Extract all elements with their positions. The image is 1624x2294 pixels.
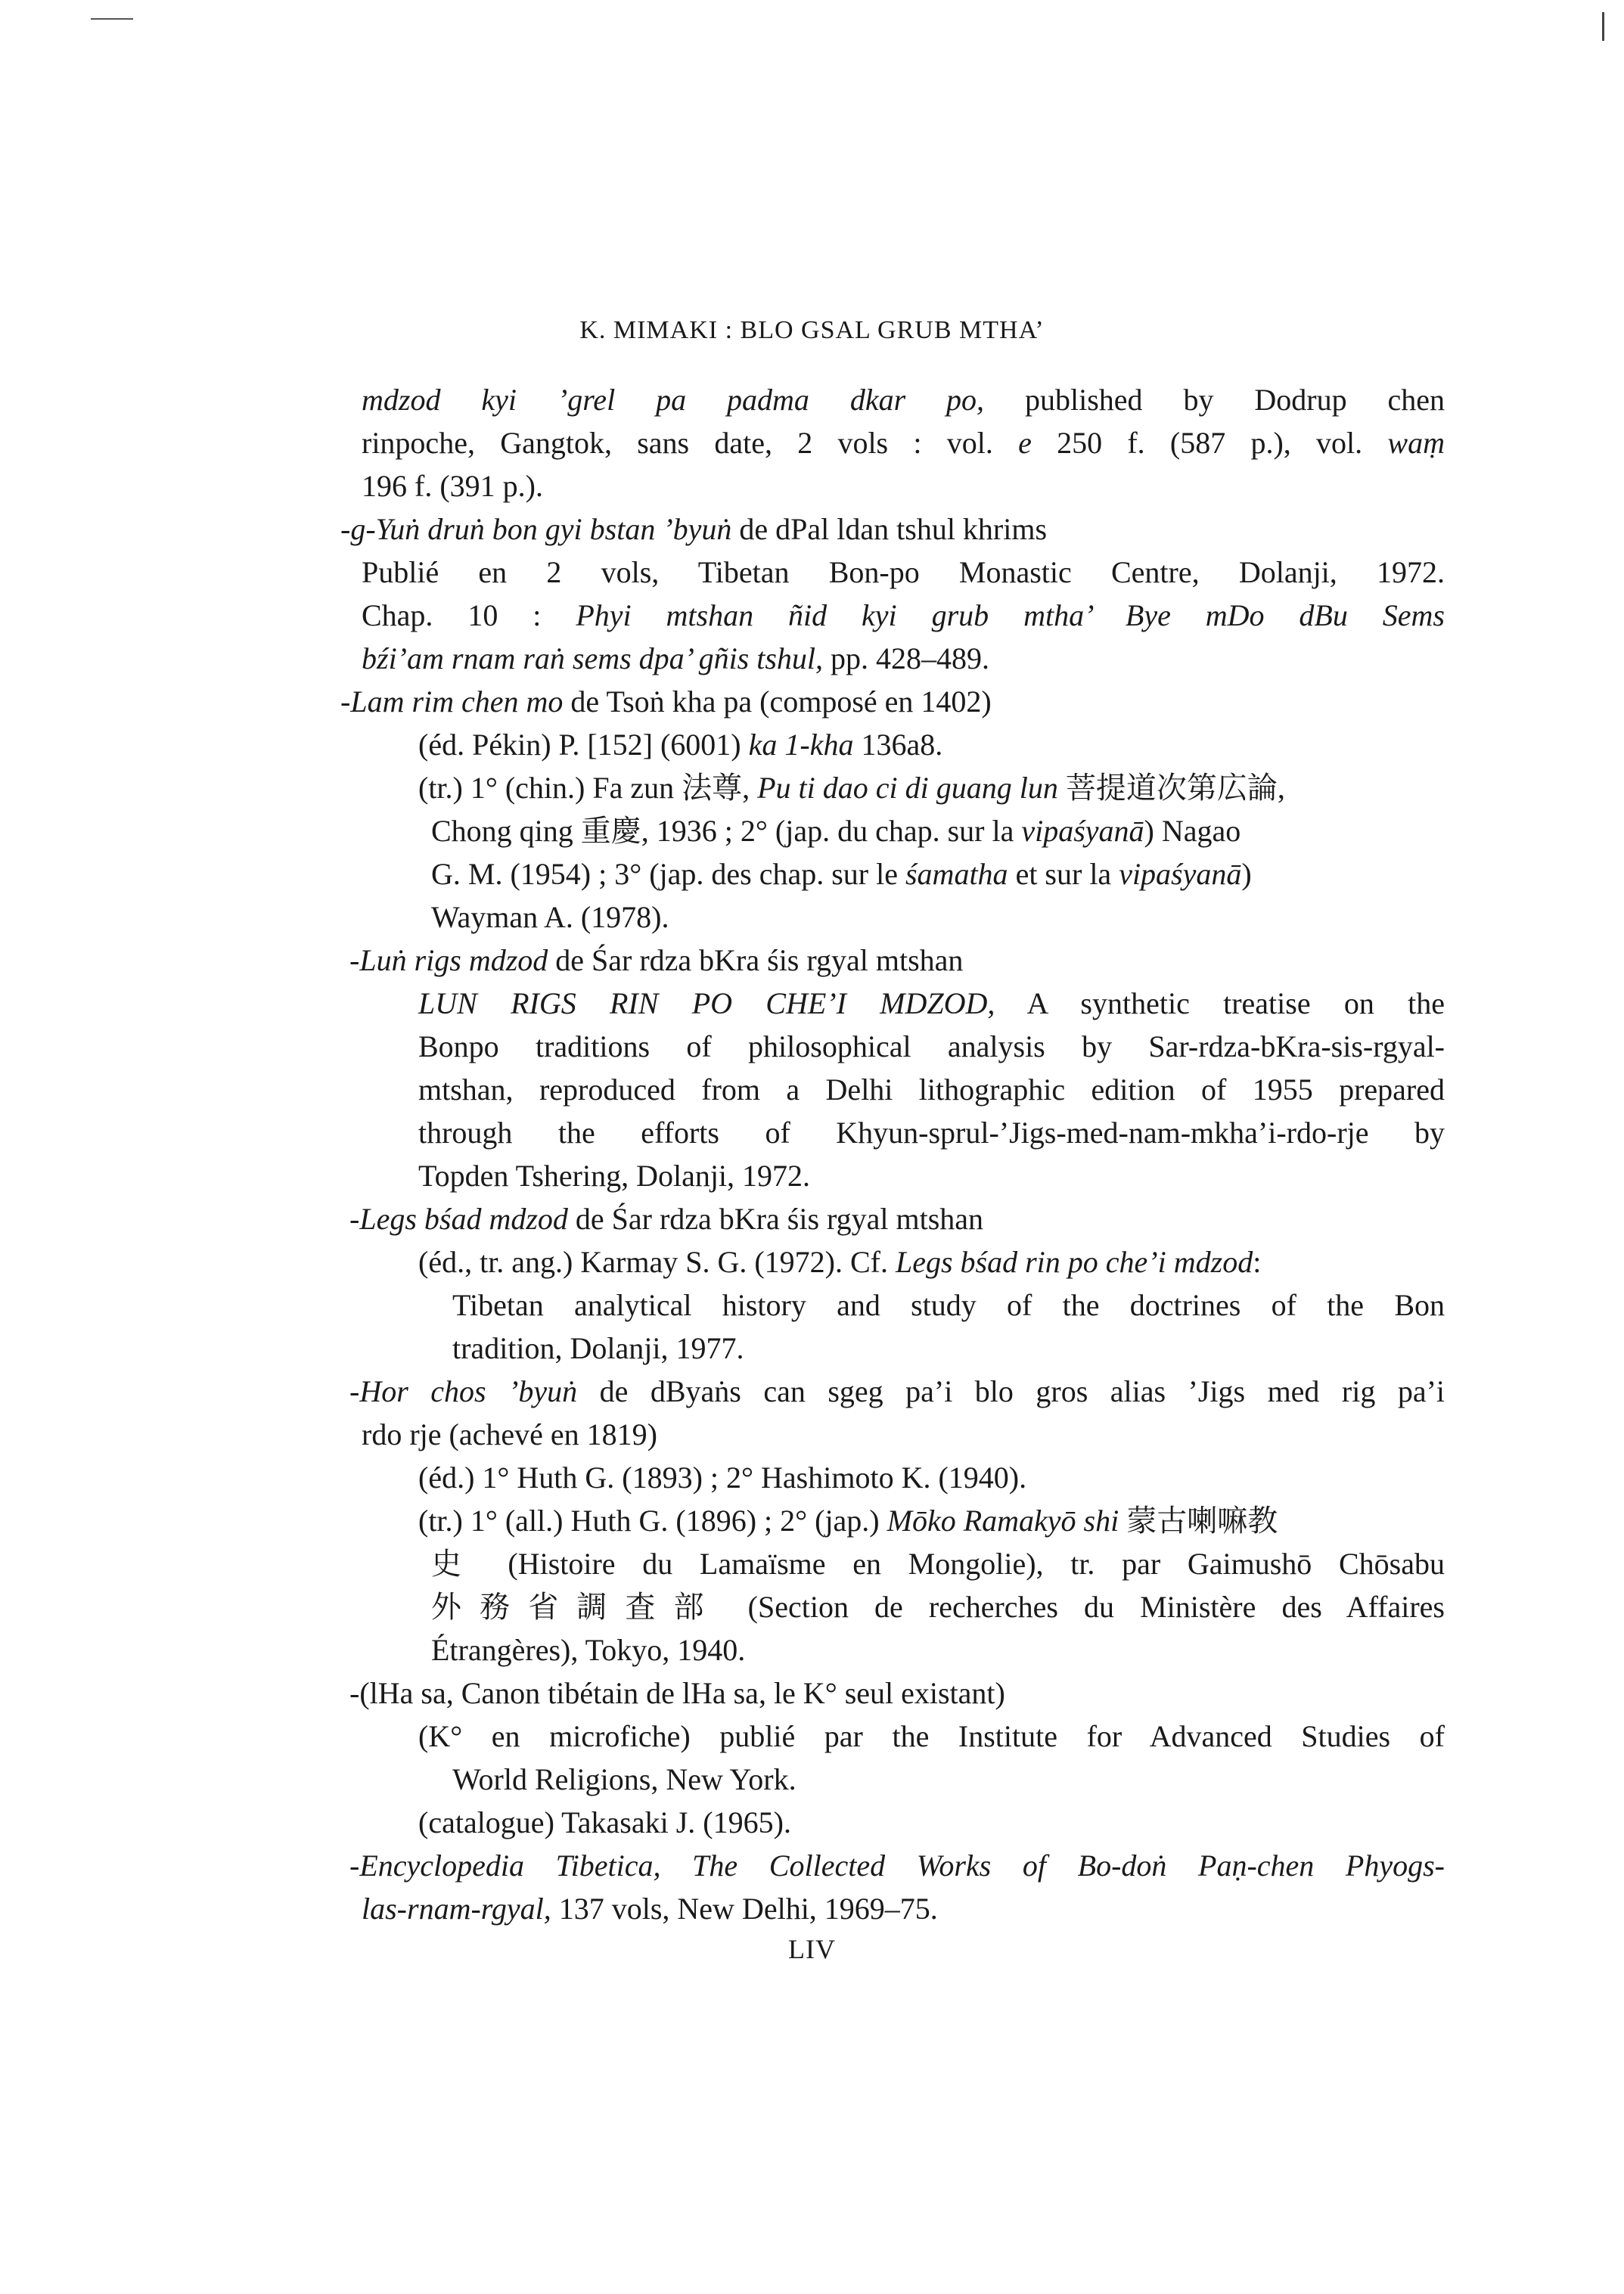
- line-text: 137 vols, New Delhi, 1969–75.: [551, 1892, 938, 1926]
- running-header: K. MIMAKI : BLO GSAL GRUB MTHA’: [579, 316, 1045, 344]
- text-line: [340, 1154, 1445, 1197]
- scan-edge-mark: [91, 18, 133, 20]
- text-line: [340, 1628, 1445, 1672]
- italic-title-text: Mōko Ramakyō shi: [887, 1504, 1119, 1538]
- line-text: 136a8.: [853, 728, 943, 762]
- text-line: [340, 421, 1445, 464]
- line-text: rdo rje (achevé en 1819): [362, 1417, 657, 1451]
- text-line: [340, 1111, 1445, 1154]
- italic-title-text: e: [1018, 426, 1032, 460]
- text-line: [340, 1370, 1445, 1413]
- italic-title-text: las-rnam-rgyal,: [362, 1892, 551, 1926]
- text-line: [340, 723, 1445, 766]
- scan-edge-mark-right: [1602, 12, 1604, 41]
- text-line: [340, 982, 1445, 1025]
- line-text: mtshan, reproduced from a Delhi lithographic edition of 1955 prepared: [418, 1072, 1445, 1107]
- line-text: Tibetan analytical history and study of the doctrines of the Bon: [452, 1288, 1445, 1322]
- text-line: [340, 1068, 1445, 1111]
- text-line: [340, 1887, 1445, 1930]
- text-line: [340, 464, 1445, 508]
- text-line: [340, 551, 1445, 594]
- line-text: de Śar rdza bKra śis rgyal mtshan: [548, 943, 964, 977]
- text-line: [340, 378, 1445, 421]
- italic-title-text: Legs bśad rin po che’i mdzod: [895, 1245, 1253, 1279]
- line-text: tradition, Dolanji, 1977.: [452, 1331, 744, 1365]
- line-text: 外務省調査部 (Section de recherches du Ministère des Affaires: [431, 1590, 1445, 1624]
- italic-title-text: LUN RIGS RIN PO CHE’I MDZOD,: [418, 986, 995, 1020]
- bibliography-body: [340, 378, 1445, 1930]
- text-line: [340, 1672, 1445, 1715]
- italic-title-text: śamatha: [905, 857, 1008, 891]
- text-line: [340, 1844, 1445, 1887]
- italic-title-text: Pu ti dao ci di guang lun: [757, 771, 1058, 805]
- text-line: [340, 1715, 1445, 1758]
- line-text: (tr.) 1° (all.) Huth G. (1896) ; 2° (jap.): [418, 1504, 887, 1538]
- italic-title-text: vipaśyanā: [1119, 857, 1242, 891]
- line-text: through the efforts of Khyun-sprul-’Jigs-med-nam-mkha’i-rdo-rje by: [418, 1116, 1445, 1150]
- line-text: (éd. Pékin) P. [152] (6001): [418, 728, 749, 762]
- line-text: G. M. (1954) ; 3° (jap. des chap. sur le: [431, 857, 905, 891]
- text-line: [340, 680, 1445, 723]
- text-line: [340, 1758, 1445, 1801]
- line-text: (K° en microfiche) publié par the Institute for Advanced Studies of: [418, 1719, 1445, 1753]
- line-text: et sur la: [1008, 857, 1119, 891]
- text-line: [340, 1456, 1445, 1499]
- line-text: Bonpo traditions of philosophical analysis by Sar-rdza-bKra-sis-rgyal-: [418, 1029, 1445, 1063]
- italic-title-text: Phyi mtshan ñid kyi grub mtha’ Bye mDo dBu Sems: [576, 598, 1445, 632]
- line-text: 史 (Histoire du Lamaïsme en Mongolie), tr. par Gaimushō Chōsabu: [431, 1547, 1445, 1581]
- line-text: rinpoche, Gangtok, sans date, 2 vols : vol.: [362, 426, 1019, 460]
- italic-title-text: -Legs bśad mdzod: [349, 1202, 568, 1236]
- italic-title-text: -Hor chos ’byuṅ: [349, 1374, 578, 1408]
- italic-title-text: -g-Yuṅ druṅ bon gyi bstan ’byuṅ: [340, 512, 732, 546]
- line-text: Étrangères), Tokyo, 1940.: [431, 1633, 746, 1667]
- text-line: [340, 852, 1445, 896]
- line-text: Chap. 10 :: [362, 598, 576, 632]
- text-line: [340, 594, 1445, 637]
- line-text: World Religions, New York.: [452, 1762, 796, 1796]
- line-text: Topden Tshering, Dolanji, 1972.: [418, 1159, 811, 1193]
- line-text: published by Dodrup chen: [984, 383, 1445, 417]
- text-line: [340, 1284, 1445, 1327]
- text-line: [340, 766, 1445, 809]
- text-line: [340, 1413, 1445, 1456]
- line-text: (éd.) 1° Huth G. (1893) ; 2° Hashimoto K. (1940).: [418, 1461, 1027, 1495]
- line-text: (catalogue) Takasaki J. (1965).: [418, 1805, 791, 1839]
- line-text: ): [1241, 857, 1252, 891]
- text-line: [340, 1499, 1445, 1542]
- line-text: Publié en 2 vols, Tibetan Bon-po Monastic Centre, Dolanji, 1972.: [362, 555, 1445, 589]
- text-line: [340, 939, 1445, 982]
- line-text: Wayman A. (1978).: [431, 900, 669, 934]
- italic-title-text: mdzod kyi ’grel pa padma dkar po,: [362, 383, 985, 417]
- line-text: Chong qing 重慶, 1936 ; 2° (jap. du chap. sur la: [431, 814, 1022, 848]
- line-text: 菩提道次第広論,: [1057, 771, 1285, 805]
- italic-title-text: bźi’am rnam raṅ sems dpa’ gñis tshul,: [362, 641, 824, 675]
- line-text: pp. 428–489.: [823, 641, 990, 675]
- text-line: [340, 1327, 1445, 1370]
- line-text: de Śar rdza bKra śis rgyal mtshan: [567, 1202, 984, 1236]
- text-line: [340, 809, 1445, 852]
- italic-title-text: -Encyclopedia Tibetica, The Collected Works of Bo-doṅ Paṇ-chen Phyogs-: [349, 1849, 1445, 1883]
- text-line: [340, 637, 1445, 680]
- line-text: A synthetic treatise on the: [995, 986, 1445, 1020]
- line-text: 蒙古喇嘛教: [1119, 1504, 1278, 1538]
- line-text: ) Nagao: [1144, 814, 1241, 848]
- text-line: [340, 508, 1445, 551]
- line-text: 250 f. (587 p.), vol.: [1031, 426, 1388, 460]
- text-line: [340, 1025, 1445, 1068]
- line-text: :: [1253, 1245, 1262, 1279]
- text-line: [340, 1197, 1445, 1240]
- line-text: de dPal ldan tshul khrims: [731, 512, 1048, 546]
- line-text: (tr.) 1° (chin.) Fa zun 法尊,: [418, 771, 758, 805]
- line-text: 196 f. (391 p.).: [362, 469, 543, 503]
- italic-title-text: waṃ: [1387, 426, 1445, 460]
- text-line: [340, 1542, 1445, 1585]
- page-number: LIV: [788, 1934, 836, 1964]
- text-line: [340, 896, 1445, 939]
- italic-title-text: -Lam rim chen mo: [340, 684, 564, 719]
- line-text: (éd., tr. ang.) Karmay S. G. (1972). Cf.: [418, 1245, 896, 1279]
- italic-title-text: vipaśyanā: [1021, 814, 1144, 848]
- line-text: de dByaṅs can sgeg pa’i blo gros alias ’Jigs med rig pa’i: [577, 1374, 1445, 1408]
- italic-title-text: -Luṅ rigs mdzod: [349, 943, 548, 977]
- text-line: [340, 1801, 1445, 1844]
- italic-title-text: ka 1-kha: [748, 728, 854, 762]
- text-line: [340, 1240, 1445, 1284]
- line-text: de Tsoṅ kha pa (composé en 1402): [563, 684, 992, 719]
- text-line: [340, 1585, 1445, 1628]
- line-text: -(lHa sa, Canon tibétain de lHa sa, le K° seul existant): [349, 1676, 1005, 1710]
